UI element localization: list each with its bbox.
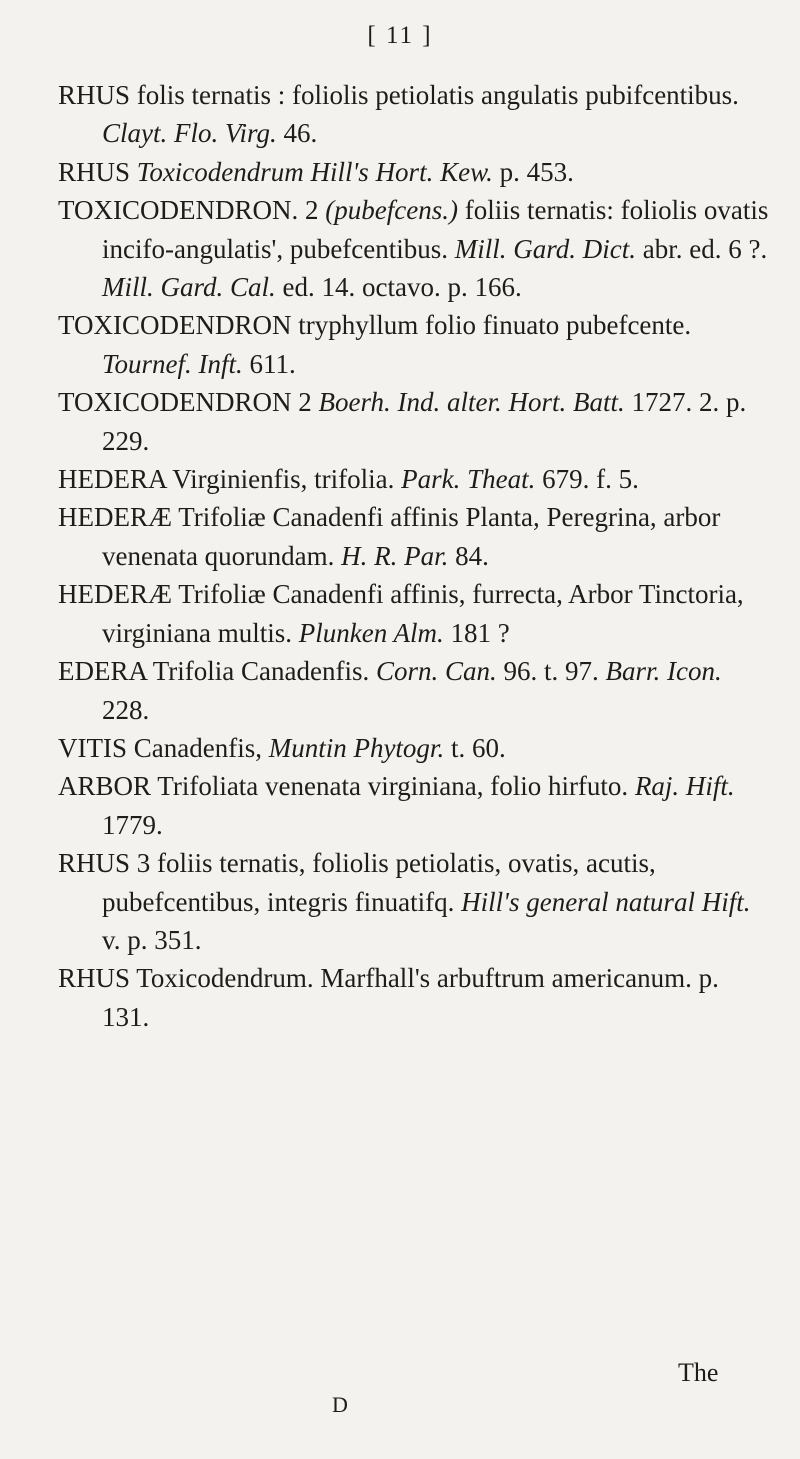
synonym-entry bbox=[58, 575, 770, 652]
entry-text: 46. bbox=[276, 118, 318, 149]
citation-text: Tournef. Inft. bbox=[102, 348, 243, 379]
entry-text: 1727. 2. p. 229. bbox=[102, 387, 747, 456]
synonym-entry bbox=[58, 652, 770, 729]
entry-text: t. 60. bbox=[444, 732, 506, 763]
entry-text: 611. bbox=[242, 348, 296, 379]
entry-text: 96. t. 97. bbox=[496, 656, 606, 687]
synonym-entry bbox=[58, 191, 770, 306]
entry-text: EDERA Trifolia Canadenfis. bbox=[58, 656, 376, 687]
entry-text: 84. bbox=[448, 540, 489, 571]
entry-text: ed. 14. octavo. p. 166. bbox=[275, 272, 522, 303]
citation-text: Raj. Hift. bbox=[634, 771, 735, 802]
entry-text: RHUS 3 foliis ternatis, foliolis petiolatis, ovatis, acutis, pubefcentibus, integris finuatifq. bbox=[58, 848, 656, 917]
entry-text: 1779. bbox=[102, 809, 163, 840]
entry-text: RHUS bbox=[58, 156, 137, 187]
entry-text: TOXICODENDRON. 2 bbox=[58, 195, 326, 226]
citation-text: Hill's general natural Hift. bbox=[461, 886, 751, 917]
synonym-entry bbox=[58, 76, 770, 153]
synonym-entry bbox=[58, 959, 770, 1036]
citation-text: Muntin Phytogr. bbox=[268, 732, 445, 763]
entry-text: TOXICODENDRON tryphyllum folio finuato pubefcente. bbox=[58, 310, 692, 341]
citation-text: Mill. Gard. Cal. bbox=[102, 272, 276, 303]
synonym-entry bbox=[58, 460, 770, 498]
catchword: The bbox=[678, 1358, 719, 1387]
signature-mark: D bbox=[332, 1392, 348, 1417]
citation-text: H. R. Par. bbox=[341, 540, 449, 571]
synonym-entry bbox=[58, 767, 770, 844]
citation-text: (pubefcens.) bbox=[325, 195, 458, 226]
citation-text: Boerh. Ind. alter. Hort. Batt. bbox=[318, 387, 625, 418]
synonym-entry bbox=[58, 498, 770, 575]
entry-text: TOXICODENDRON 2 bbox=[58, 387, 319, 418]
citation-text: Clayt. Flo. Virg. bbox=[102, 118, 277, 149]
entry-text: RHUS Toxicodendrum. Marfhall's arbuftrum americanum. p. 131. bbox=[58, 963, 719, 1032]
entry-text: 181 ? bbox=[443, 617, 510, 648]
synonym-entry bbox=[58, 306, 770, 383]
entry-text: abr. ed. 6 ?. bbox=[636, 233, 768, 264]
entry-text: 679. f. 5. bbox=[535, 464, 639, 495]
synonymy-list bbox=[58, 76, 770, 1036]
entry-text: ARBOR Trifoliata venenata virginiana, folio hirfuto. bbox=[58, 771, 635, 802]
synonym-entry bbox=[58, 153, 770, 191]
synonym-entry bbox=[58, 383, 770, 460]
entry-text: p. 453. bbox=[492, 156, 574, 187]
entry-text: HEDERA Virginienfis, trifolia. bbox=[58, 464, 402, 495]
entry-text: VITIS Canadenfis, bbox=[58, 732, 269, 763]
citation-text: Barr. Icon. bbox=[605, 656, 722, 687]
citation-text: Corn. Can. bbox=[376, 656, 497, 687]
page-number: [ 11 ] bbox=[367, 22, 433, 49]
citation-text: Park. Theat. bbox=[401, 464, 536, 495]
entry-text: RHUS folis ternatis : foliolis petiolatis angulatis pubifcentibus. bbox=[58, 80, 739, 110]
entry-text: 228. bbox=[102, 694, 150, 725]
synonym-entry bbox=[58, 844, 770, 959]
entry-text: foliis ternatis: foliolis ovatis incifo-angulatis', pubefcentibus. bbox=[102, 195, 769, 264]
entry-text: v. p. 351. bbox=[102, 924, 202, 955]
citation-text: Mill. Gard. Dict. bbox=[454, 233, 637, 264]
entry-text: HEDERÆ Trifoliæ Canadenfi affinis Planta, Peregrina, arbor venenata quorundam. bbox=[58, 502, 721, 571]
citation-text: Plunken Alm. bbox=[298, 617, 444, 648]
citation-text: Toxicodendrum Hill's Hort. Kew. bbox=[136, 156, 493, 187]
entry-text: HEDERÆ Trifoliæ Canadenfi affinis, furrecta, Arbor Tinctoria, virginiana multis. bbox=[58, 579, 744, 648]
synonym-entry bbox=[58, 729, 770, 767]
